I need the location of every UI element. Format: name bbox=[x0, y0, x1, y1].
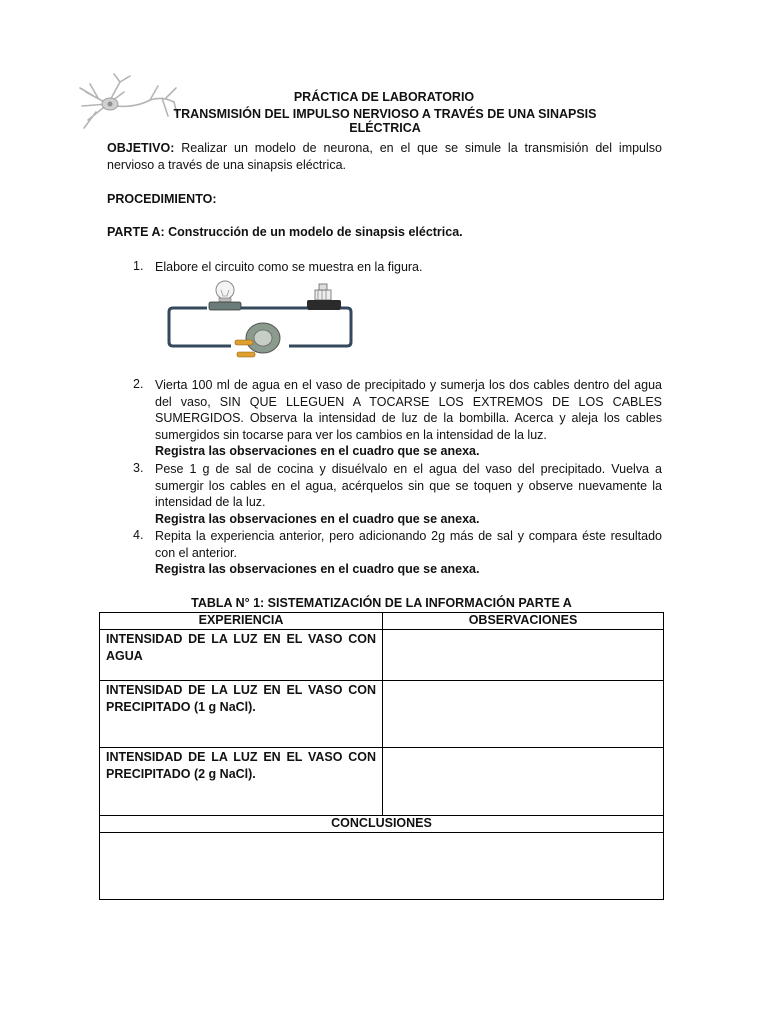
observation-cell[interactable] bbox=[383, 630, 664, 681]
light-bulb-icon bbox=[209, 281, 241, 310]
procedure-heading: PROCEDIMIENTO: bbox=[107, 192, 217, 206]
page-title: PRÁCTICA DE LABORATORIO bbox=[293, 90, 475, 104]
observations-table bbox=[99, 612, 664, 900]
observation-cell[interactable] bbox=[383, 748, 664, 816]
step-note: Registra las observaciones en el cuadro que se anexa. bbox=[155, 562, 480, 577]
step-text: Repita la experiencia anterior, pero adicionando 2g más de sal y compara éste resultado con el anterior. bbox=[155, 529, 662, 560]
experience-cell: INTENSIDAD DE LA LUZ EN EL VASO CON AGUA bbox=[100, 630, 383, 681]
step-item bbox=[155, 528, 662, 578]
step-number: 1. bbox=[133, 259, 144, 273]
step-item bbox=[155, 377, 662, 460]
conclusions-cell[interactable] bbox=[100, 833, 664, 900]
objective-label: OBJETIVO: bbox=[107, 141, 175, 155]
step-item bbox=[155, 461, 662, 527]
part-a-heading bbox=[107, 224, 463, 241]
step-number: 4. bbox=[133, 528, 144, 542]
observation-cell[interactable] bbox=[383, 681, 664, 748]
part-a-label: PARTE A: bbox=[107, 225, 165, 239]
table-header: EXPERIENCIA bbox=[100, 613, 383, 630]
conclusions-header: CONCLUSIONES bbox=[100, 816, 664, 833]
experience-cell: INTENSIDAD DE LA LUZ EN EL VASO CON PRECIPITADO (1 g NaCl). bbox=[100, 681, 383, 748]
experience-cell: INTENSIDAD DE LA LUZ EN EL VASO CON PRECIPITADO (2 g NaCl). bbox=[100, 748, 383, 816]
battery-icon bbox=[307, 284, 341, 310]
step-number: 2. bbox=[133, 377, 144, 391]
plug-icon bbox=[234, 323, 286, 366]
table-caption: TABLA N° 1: SISTEMATIZACIÓN DE LA INFORMACIÓN PARTE A bbox=[191, 596, 572, 610]
step-number: 3. bbox=[133, 461, 144, 475]
table-row bbox=[100, 748, 664, 816]
step-note: Registra las observaciones en el cuadro que se anexa. bbox=[155, 511, 480, 526]
step-text: Elabore el circuito como se muestra en la figura. bbox=[155, 260, 423, 274]
step-text: Vierta 100 ml de agua en el vaso de precipitado y sumerja los dos cables dentro del agua del vaso, SIN QUE LLEGUEN A TOCARSE LOS EXTREMOS DE LOS CABLES SUMERGIDOS. Observa la intensidad de luz de la bombilla. Acerca y aleja los cables sumergidos sin tocarse para ver los cambios en la intensidad de la luz. bbox=[155, 378, 662, 442]
part-a-text: Construcción de un modelo de sinapsis eléctrica. bbox=[168, 225, 463, 239]
page-subtitle: TRANSMISIÓN DEL IMPULSO NERVIOSO A TRAVÉS DE UNA SINAPSIS ELÉCTRICA bbox=[173, 107, 597, 135]
table-header: OBSERVACIONES bbox=[383, 613, 664, 630]
objective-text: Realizar un modelo de neurona, en el que se simule la transmisión del impulso nervioso a través de una sinapsis eléctrica. bbox=[107, 141, 662, 172]
objective bbox=[107, 140, 662, 173]
step-note: Registra las observaciones en el cuadro que se anexa. bbox=[155, 444, 480, 459]
table-row bbox=[100, 681, 664, 748]
circuit-figure bbox=[165, 276, 355, 372]
table-row bbox=[100, 630, 664, 681]
step-text: Pese 1 g de sal de cocina y disuélvalo en el agua del vaso del precipitado. Vuelva a sumergir los cables en el agua, acérquelos sin que se toquen y observe nuevamente la intensidad de la luz. bbox=[155, 462, 662, 510]
